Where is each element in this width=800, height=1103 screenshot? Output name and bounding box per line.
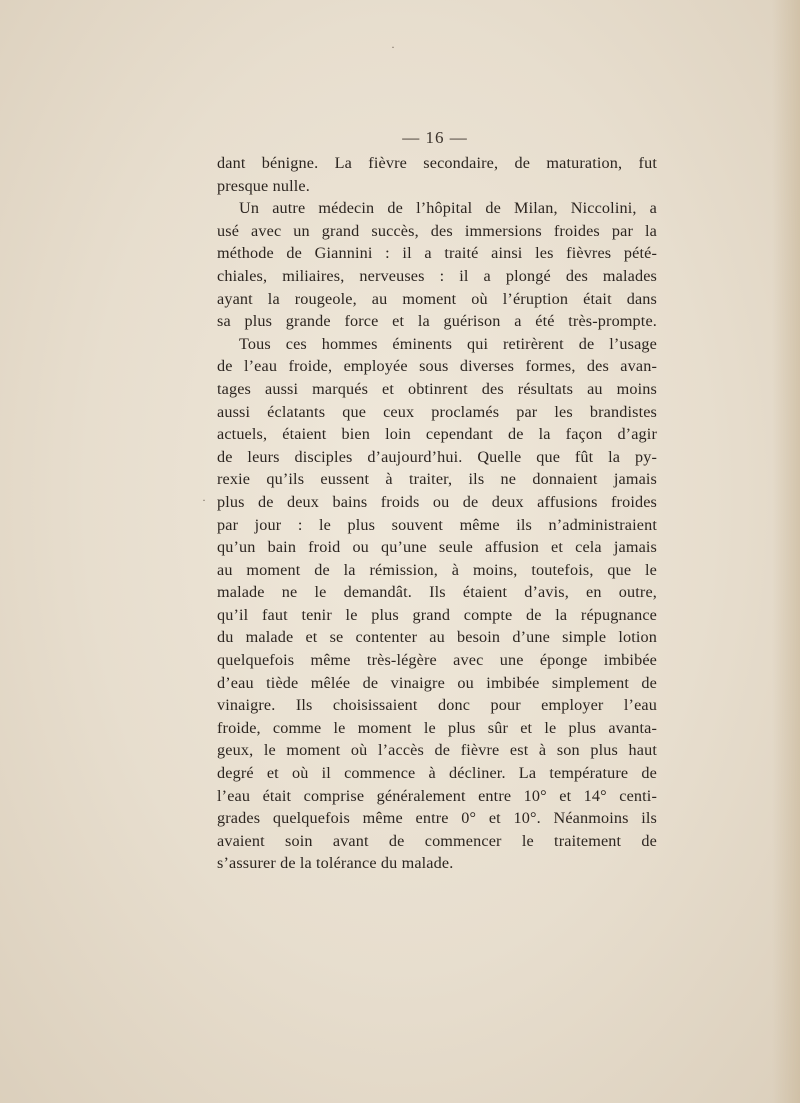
text-line: chiales, miliaires, nerveuses : il a plongé des malades bbox=[217, 266, 657, 285]
text-line: malade ne le demandât. Ils étaient d’avis, en outre, bbox=[217, 583, 657, 602]
text-line: actuels, étaient bien loin cependant de la façon d’agir bbox=[217, 425, 657, 444]
text-line: dant bénigne. La fièvre secondaire, de maturation, fut bbox=[217, 154, 657, 172]
text-line: presque nulle. bbox=[217, 176, 310, 195]
text-line: l’eau était comprise généralement entre 10° et 14° centi- bbox=[217, 786, 657, 805]
text-line: aussi éclatants que ceux proclamés par les brandistes bbox=[217, 402, 657, 421]
text-line: de l’eau froide, employée sous diverses formes, des avan- bbox=[217, 357, 657, 376]
text-line: geux, le moment où l’accès de fièvre est à son plus haut bbox=[217, 741, 657, 760]
text-line: qu’il faut tenir le plus grand compte de la répugnance bbox=[217, 605, 657, 624]
text-line: grades quelquefois même entre 0° et 10°. Néanmoins ils bbox=[217, 809, 657, 828]
page-number: — 16 — bbox=[402, 128, 468, 147]
text-line: ayant la rougeole, au moment où l’éruption était dans bbox=[217, 289, 657, 308]
text-line: usé avec un grand succès, des immersions froides par la bbox=[217, 221, 657, 240]
text-line: qu’un bain froid ou qu’une seule affusion et cela jamais bbox=[217, 538, 657, 557]
text-line: Un autre médecin de l’hôpital de Milan, Niccolini, a bbox=[239, 199, 657, 218]
text-line: vinaigre. Ils choisissaient donc pour employer l’eau bbox=[217, 696, 657, 715]
page-edge-shadow bbox=[772, 0, 800, 1103]
text-line: avaient soin avant de commencer le traitement de bbox=[217, 831, 657, 850]
text-line: plus de deux bains froids ou de deux affusions froides bbox=[217, 492, 657, 511]
ink-speck: · bbox=[391, 40, 395, 54]
text-line: sa plus grande force et la guérison a été très-prompte. bbox=[217, 312, 657, 331]
text-line: du malade et se contenter au besoin d’une simple lotion bbox=[217, 628, 657, 647]
text-line: au moment de la rémission, à moins, toutefois, que le bbox=[217, 560, 657, 579]
margin-dot: · bbox=[202, 493, 206, 507]
text-line: par jour : le plus souvent même ils n’administraient bbox=[217, 515, 657, 534]
text-line: Tous ces hommes éminents qui retirèrent de l’usage bbox=[239, 334, 657, 353]
text-line: tages aussi marqués et obtinrent des résultats au moins bbox=[217, 379, 657, 398]
text-line: d’eau tiède mêlée de vinaigre ou imbibée simplement de bbox=[217, 673, 657, 692]
text-line: froide, comme le moment le plus sûr et le plus avanta- bbox=[217, 718, 657, 737]
text-line: degré et où il commence à décliner. La température de bbox=[217, 764, 657, 783]
text-line: de leurs disciples d’aujourd’hui. Quelle que fût la py- bbox=[217, 447, 657, 466]
body-text bbox=[217, 152, 657, 875]
text-line: rexie qu’ils eussent à traiter, ils ne donnaient jamais bbox=[217, 470, 657, 489]
text-line: méthode de Giannini : il a traité ainsi les fièvres pété- bbox=[217, 244, 657, 263]
text-line: quelquefois même très-légère avec une éponge imbibée bbox=[217, 651, 657, 670]
text-line: s’assurer de la tolérance du malade. bbox=[217, 854, 454, 873]
